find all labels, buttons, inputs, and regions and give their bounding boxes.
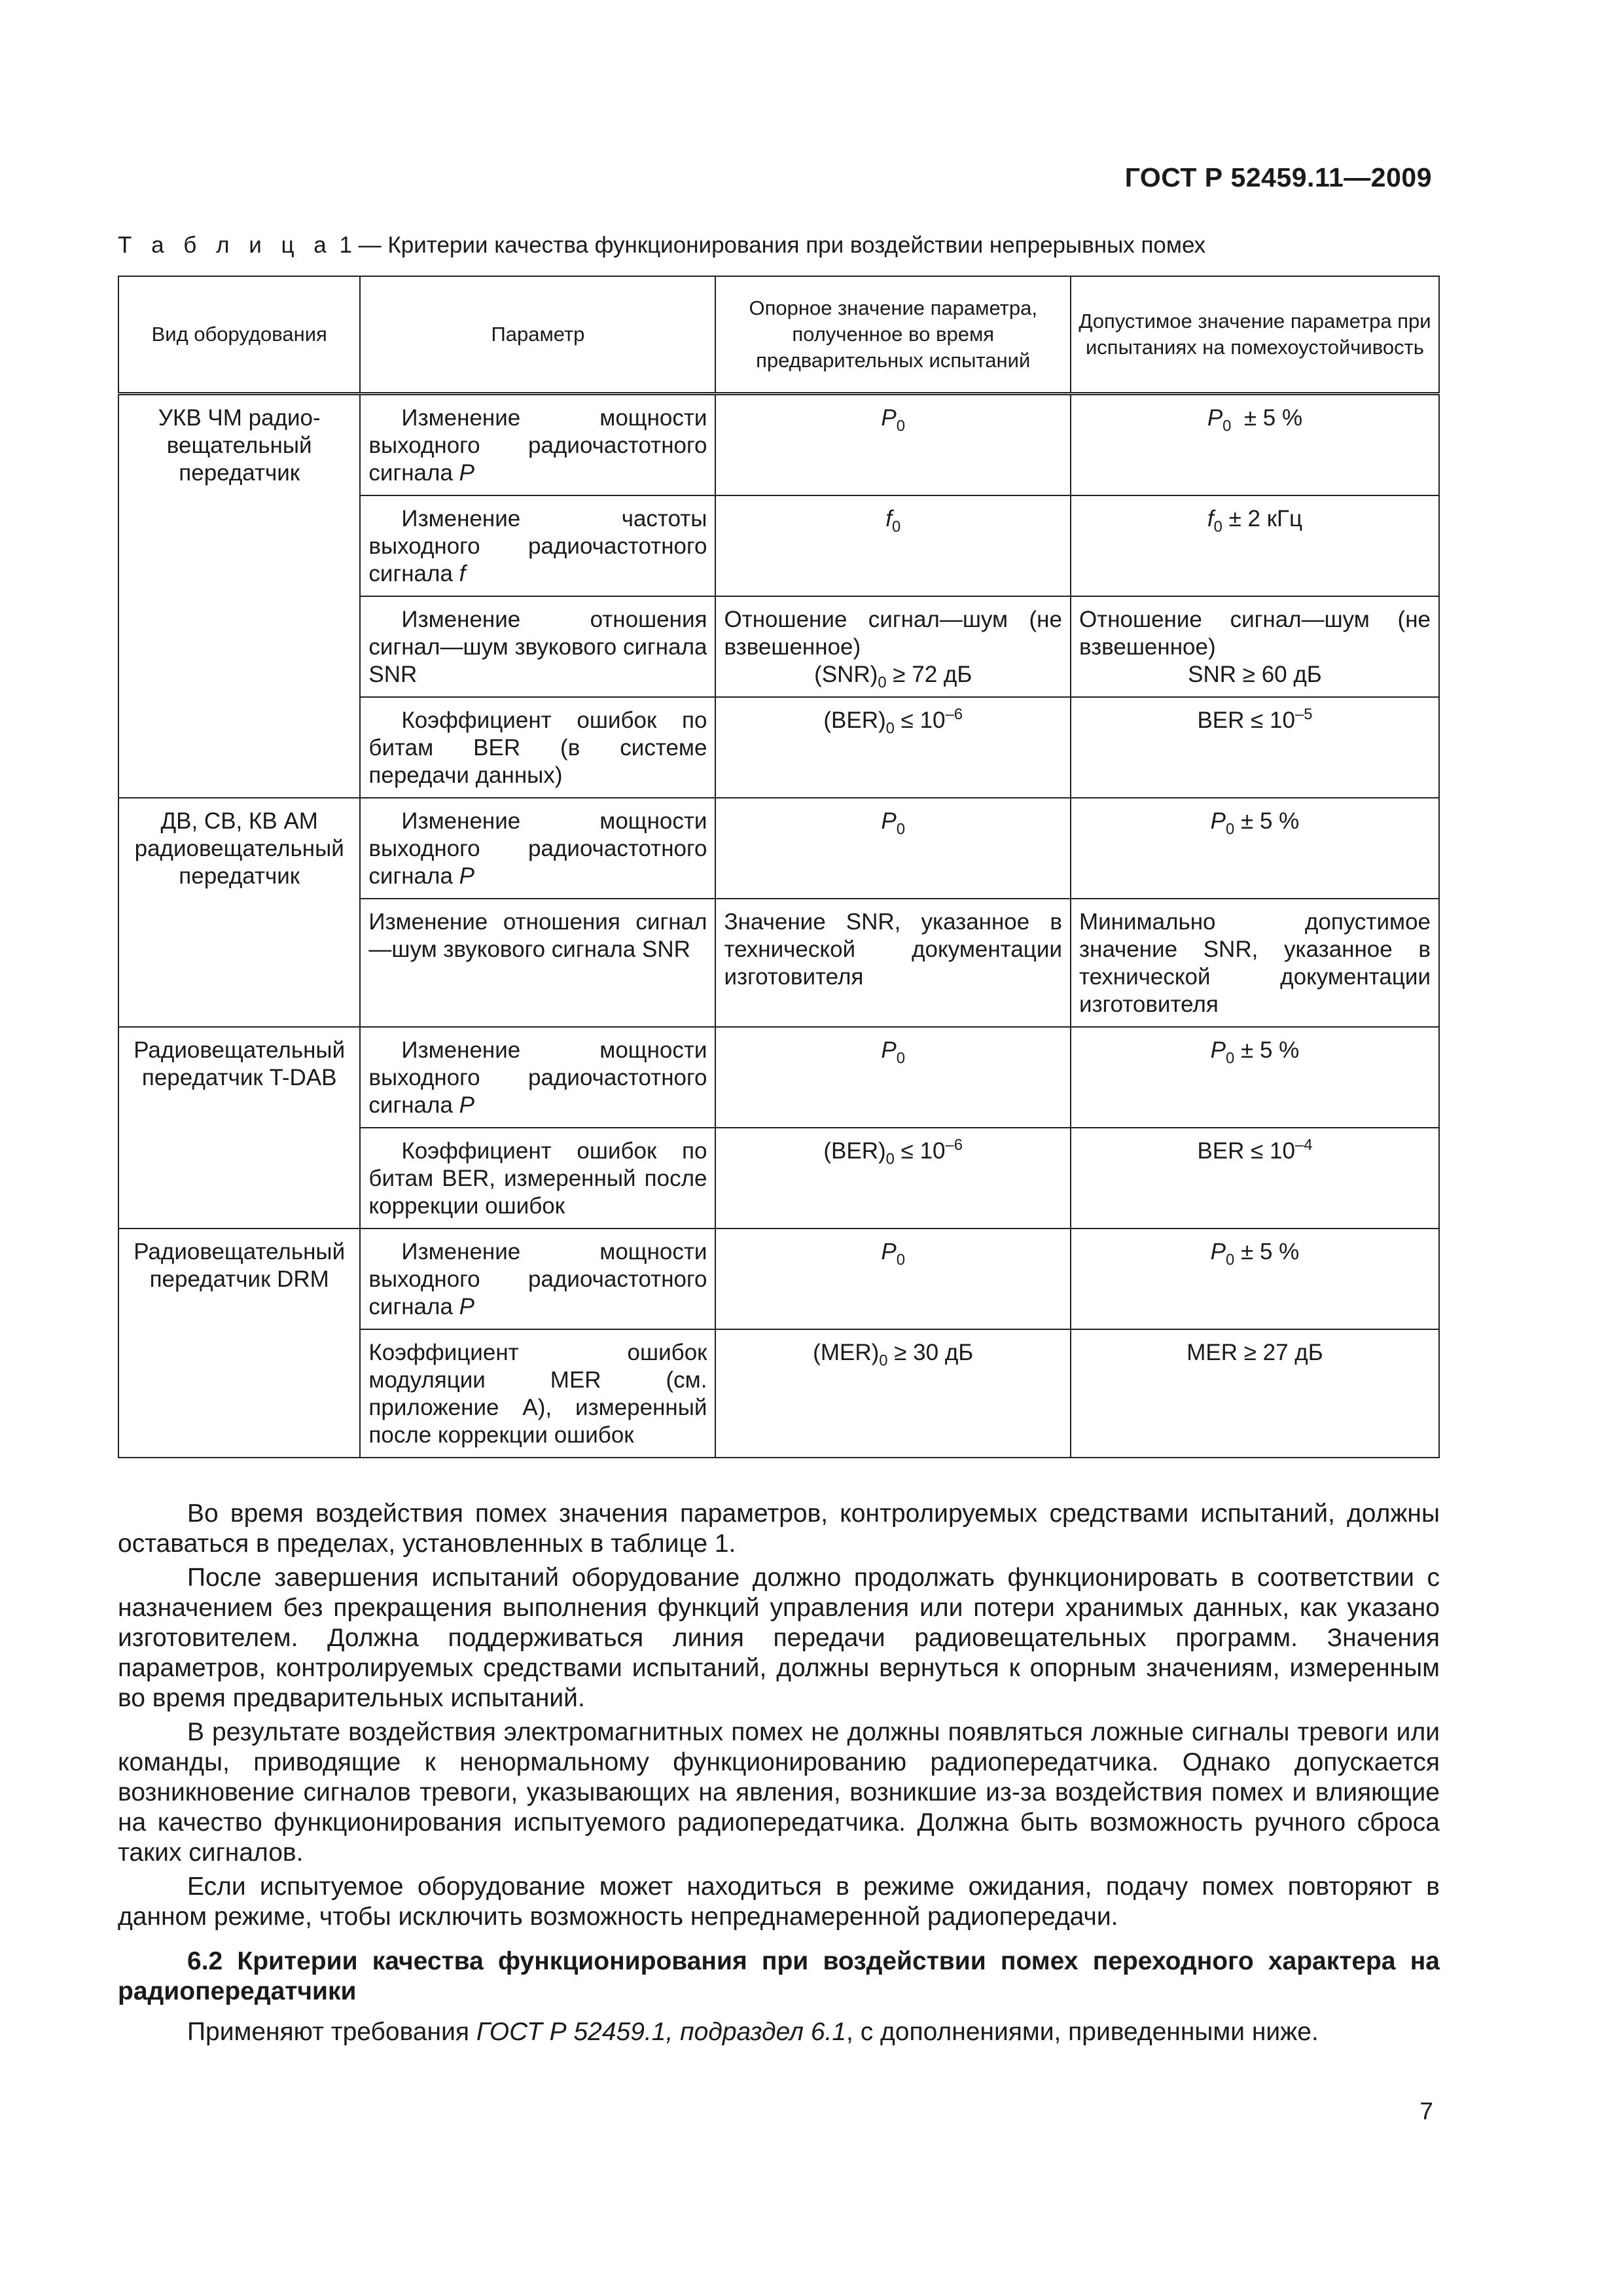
equipment-cell: Радиовещательный передатчик T-DAB <box>118 1027 360 1229</box>
col-header-reference: Опорное значение параметра, полученное во время предварительных испытаний <box>715 276 1070 394</box>
final-paragraph-before: Применяют требования <box>187 2018 476 2046</box>
table-header-row <box>118 276 1439 394</box>
paragraph: После завершения испытаний оборудование должно продолжать функционировать в соответствии с назначением без прекращения выполнения функций управления или потери хранимых данных, как указано изготовителем. Должна поддерживаться линия передачи радиовещательных программ. Значения параметров, контролируемых средствами испытаний, должны вернуться к опорным значениям, измеренным во время предварительных испытаний. <box>118 1564 1440 1712</box>
final-paragraph-after: , с дополнениями, приведенными ниже. <box>846 2018 1319 2046</box>
admissible-cell: $f_0 \pm 2$ кГц <box>1071 495 1439 596</box>
section-heading: 6.2 Критерии качества функционирования при воздействии помех переходного характера на радиопередатчики <box>118 1947 1440 2005</box>
col-header-parameter: Параметр <box>360 276 715 394</box>
parameter-cell: Изменение мощности выходного радиочастотного сигнала P <box>360 798 715 899</box>
table-row <box>118 394 1439 496</box>
reference-cell: $f_0$ <box>715 495 1070 596</box>
table-row <box>118 1027 1439 1128</box>
table-caption <box>118 232 1205 259</box>
reference-cell: Значение SNR, указанное в технической документации изготовителя <box>715 899 1070 1027</box>
table-caption-text: — Критерии качества функционирования при воздействии непрерывных помех <box>358 232 1206 258</box>
parameter-cell: Изменение мощности выходного радиочастотного сигнала P <box>360 1229 715 1329</box>
admissible-cell: $P_0 \pm 5$ % <box>1071 1229 1439 1329</box>
equipment-cell: ДВ, СВ, КВ АМ радиовещательный передатчик <box>118 798 360 1027</box>
admissible-cell: $P_0 \pm 5$ % <box>1071 394 1439 496</box>
admissible-cell: Отношение сигнал—шум (не взвешенное) SNR ≥ 60 дБ <box>1071 596 1439 697</box>
reference-cell: $P_0$ <box>715 394 1070 496</box>
admissible-cell: Минимально допустимое значение SNR, указанное в технической документации изготовителя <box>1071 899 1439 1027</box>
parameter-cell: Изменение отношения сигнал—шум звукового сигнала SNR <box>360 899 715 1027</box>
reference-cell: $(BER)_0 \le 10^{-6}$ <box>715 697 1070 798</box>
reference-cell: $P_0$ <box>715 798 1070 899</box>
paragraph: В результате воздействия электромагнитных помех не должны появляться ложные сигналы тревоги или команды, приводящие к ненормальному функционированию радиопередатчика. Однако допускается возникновение сигналов тревоги, указывающих на явления, возникшие из-за воздействия помех и влияющие на качество функционирования испытуемого радиопередатчика. Должна быть возможность ручного сброса таких сигналов. <box>118 1718 1440 1867</box>
parameter-cell: Коэффициент ошибок по битам BER, измеренный после коррекции ошибок <box>360 1128 715 1229</box>
col-header-admissible: Допустимое значение параметра при испытаниях на помехоустойчивость <box>1071 276 1439 394</box>
document-code: ГОСТ Р 52459.11—2009 <box>1124 162 1432 192</box>
admissible-cell: BER ≤ $10^{-5}$ <box>1071 697 1439 798</box>
parameter-cell: Изменение отношения сигнал—шум звукового сигнала SNR <box>360 596 715 697</box>
reference-cell: $P_0$ <box>715 1027 1070 1128</box>
table-caption-number: 1 <box>339 232 352 258</box>
body-text <box>118 1499 1440 2047</box>
criteria-table <box>118 276 1440 1458</box>
paragraph: Если испытуемое оборудование может находиться в режиме ожидания, подачу помех повторяют в данном режиме, чтобы исключить возможность непреднамеренной радиопередачи. <box>118 1873 1440 1931</box>
paragraph: Во время воздействия помех значения параметров, контролируемых средствами испытаний, должны оставаться в пределах, установленных в таблице 1. <box>118 1499 1440 1558</box>
final-paragraph <box>118 2017 1440 2047</box>
parameter-cell: Изменение мощности выходного радиочастотного сигнала P <box>360 394 715 496</box>
parameter-cell: Коэффициент ошибок модуляции MER (см. приложение А), измеренный после коррекции ошибок <box>360 1329 715 1458</box>
standard-reference: ГОСТ Р 52459.1, подраздел 6.1 <box>476 2018 847 2046</box>
admissible-cell: MER ≥ 27 дБ <box>1071 1329 1439 1458</box>
page-number: 7 <box>1419 2098 1433 2125</box>
parameter-cell: Изменение мощности выходного радиочастотного сигнала P <box>360 1027 715 1128</box>
reference-cell: $P_0$ <box>715 1229 1070 1329</box>
parameter-cell: Коэффициент ошибок по битам BER (в системе передачи данных) <box>360 697 715 798</box>
equipment-cell: УКВ ЧМ радио- вещательный передатчик <box>118 394 360 798</box>
col-header-equipment: Вид оборудования <box>118 276 360 394</box>
admissible-cell: $P_0 \pm 5$ % <box>1071 798 1439 899</box>
reference-cell: $(BER)_0 \le 10^{-6}$ <box>715 1128 1070 1229</box>
admissible-cell: $P_0 \pm 5$ % <box>1071 1027 1439 1128</box>
table-row <box>118 798 1439 899</box>
table-row <box>118 1229 1439 1329</box>
table-caption-label: Т а б л и ц а <box>118 232 333 258</box>
parameter-cell: Изменение частоты выходного радиочастотного сигнала f <box>360 495 715 596</box>
admissible-cell: BER ≤ $10^{-4}$ <box>1071 1128 1439 1229</box>
equipment-cell: Радиовещательный передатчик DRM <box>118 1229 360 1458</box>
reference-cell: Отношение сигнал—шум (не взвешенное) $(SNR)_0 \ge 72$ дБ <box>715 596 1070 697</box>
reference-cell: $(MER)_0 \ge 30$ дБ <box>715 1329 1070 1458</box>
